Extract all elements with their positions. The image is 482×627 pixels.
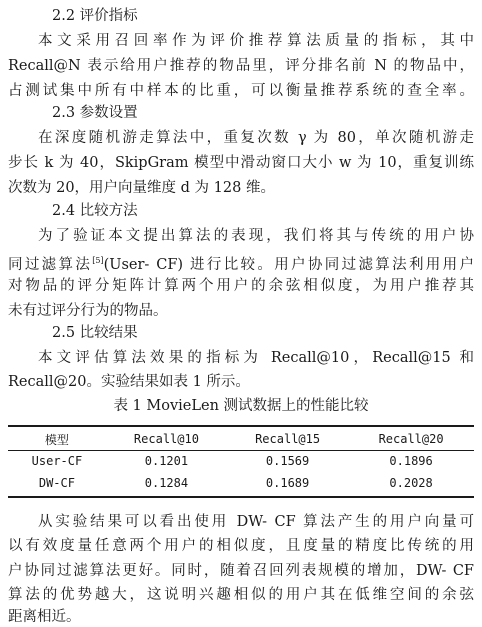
table-cell: 0.1896 [389, 454, 433, 468]
paragraph-line: 本文评估算法效果的指标为 Recall@10，Recall@15 和 [38, 350, 474, 366]
paragraph-line: Recall@N 表示给用户推荐的物品里，评分排名前 N 的物品中， [8, 58, 474, 74]
paragraph-line: 对物品的评分矩阵计算两个用户的余弦相似度，为用户推荐其 [8, 278, 474, 294]
paragraph-line: 距离相近。 [8, 609, 81, 625]
paragraph-line: 从实验结果可以看出使用 DW- CF 算法产生的用户向量可 [38, 514, 474, 530]
paragraph-line: 在深度随机游走算法中，重复次数 γ 为 80，单次随机游走 [38, 130, 474, 146]
table-header-row [8, 428, 474, 450]
table-bottom-rule [8, 496, 474, 498]
section-2-2-heading: 2.2 评价指标 [52, 8, 138, 24]
paragraph-line: 次数为 20，用户向量维度 d 为 128 维。 [8, 180, 275, 196]
paragraph-line: 步长 k 为 40，SkipGram 模型中滑动窗口大小 w 为 10，重复训练 [8, 155, 474, 171]
results-table [8, 428, 474, 494]
paragraph-fragment: 同过滤算法 [8, 256, 93, 273]
paragraph-line: 算法的优势越大，这说明兴趣相似的用户其在低维空间的余弦 [8, 587, 474, 603]
table-cell: 0.1689 [265, 476, 310, 490]
paragraph-line [8, 251, 474, 275]
column-header: 模型 [44, 432, 69, 447]
table-cell: DW-CF [38, 476, 75, 490]
paragraph-line: 未有过评分行为的物品。 [8, 303, 168, 319]
column-header: Recall@15 [255, 432, 321, 446]
table-cell: 0.1284 [144, 476, 189, 490]
paragraph-line: 户协同过滤算法更好。同时，随着召回列表规模的增加，DW- CF [8, 563, 474, 579]
table-cell: 0.1569 [265, 454, 310, 468]
table-cell: 0.2028 [389, 476, 433, 490]
table-cell: 0.1201 [144, 454, 189, 468]
paragraph-line: 占测试集中所有中样本的比重，可以衡量推荐系统的查全率。 [8, 83, 474, 99]
column-header: Recall@10 [133, 432, 199, 446]
section-2-4-heading: 2.4 比较方法 [52, 203, 138, 219]
table-row [8, 472, 474, 494]
table-row [8, 450, 474, 472]
paragraph-line: 为了验证本文提出算法的表现，我们将其与传统的用户协 [38, 228, 474, 244]
paragraph-line: 以有效度量任意两个用户的相似度，且度量的精度比传统的用 [8, 538, 474, 554]
paragraph-fragment: (User- CF) 进行比较。用户协同过滤算法利用用户 [103, 256, 474, 273]
section-2-5-heading: 2.5 比较结果 [52, 325, 138, 341]
table-caption: 表 1 MovieLen 测试数据上的性能比较 [113, 398, 369, 414]
table-cell: User-CF [31, 454, 83, 468]
paragraph-line: Recall@20。实验结果如表 1 所示。 [8, 374, 250, 390]
table-top-rule [8, 425, 474, 427]
section-2-3-heading: 2.3 参数设置 [52, 105, 138, 121]
citation-ref: [5] [92, 256, 104, 265]
column-header: Recall@20 [378, 432, 444, 446]
paragraph-line: 本文采用召回率作为评价推荐算法质量的指标，其中 [38, 33, 474, 49]
